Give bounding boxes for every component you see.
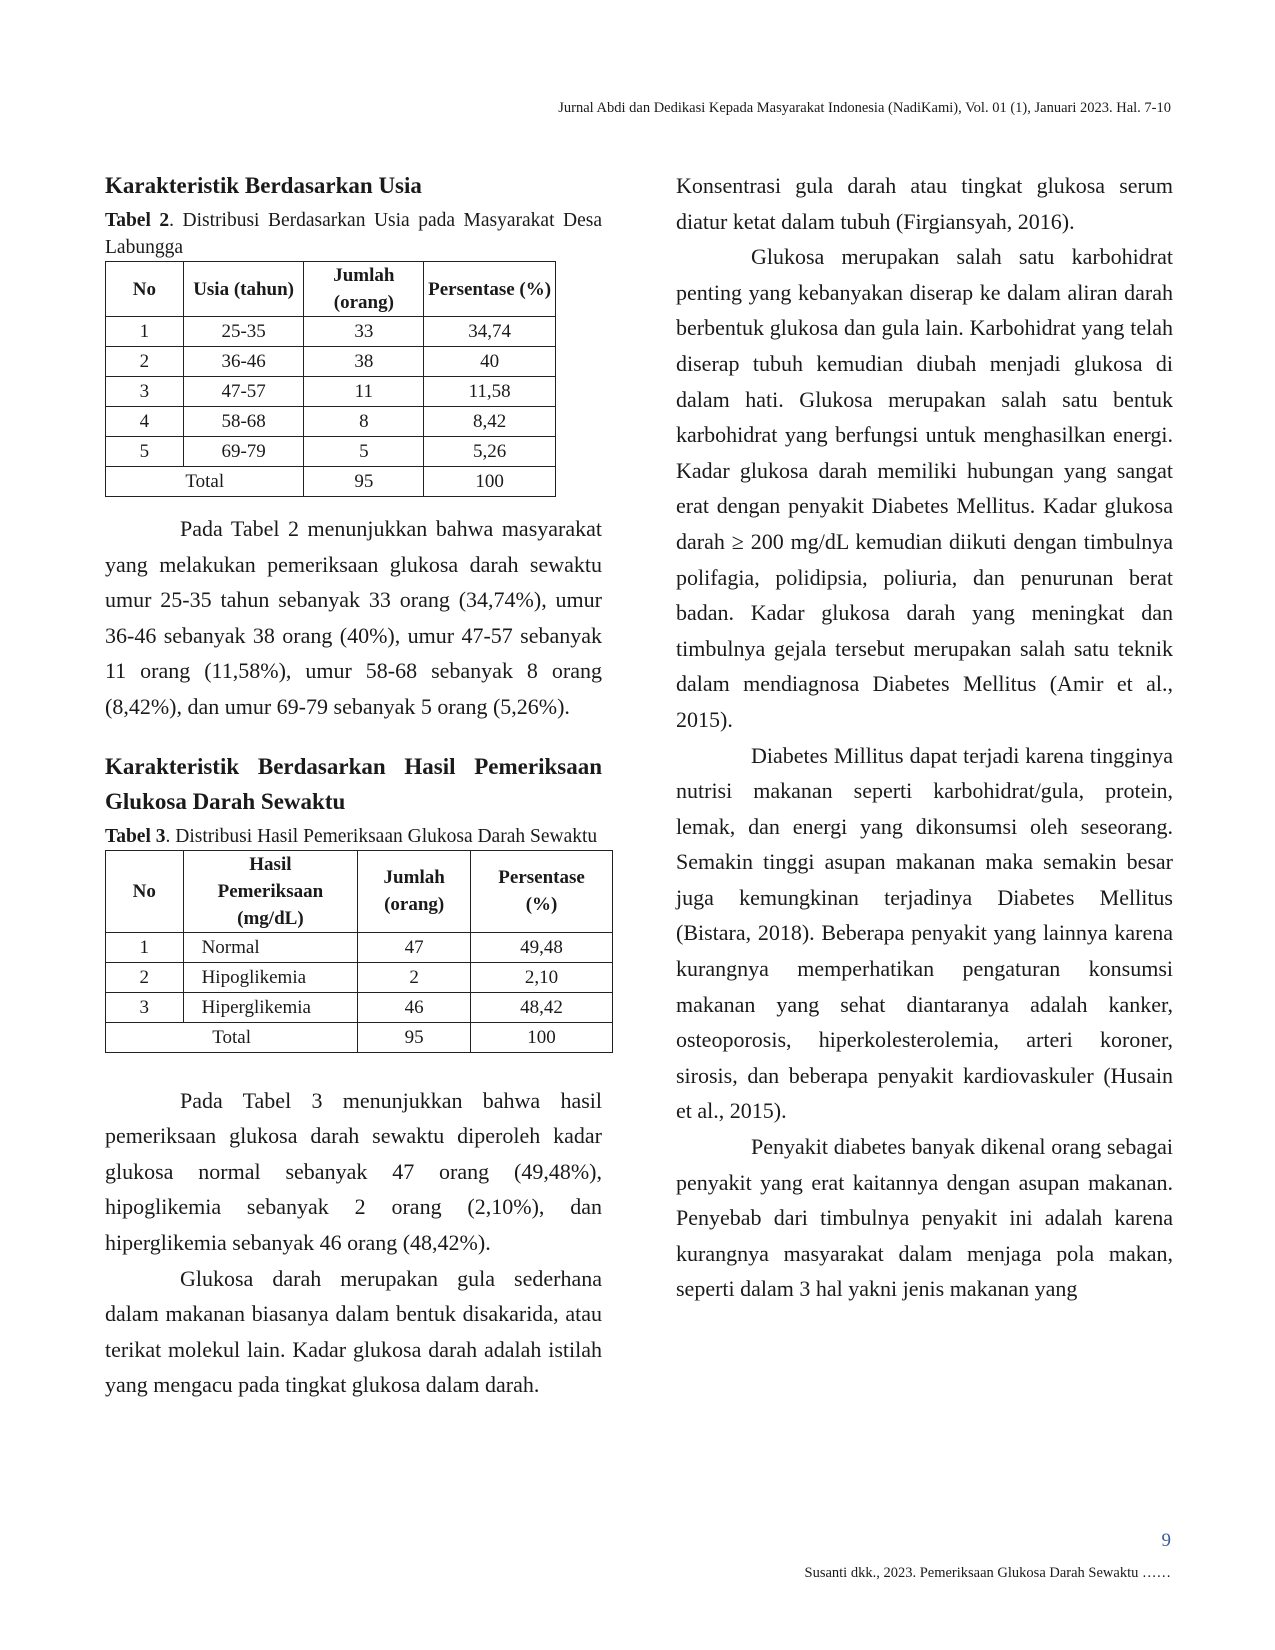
table-cell: 3 [106,377,184,407]
table-cell: 2 [106,347,184,377]
table-cell: 100 [471,1022,613,1052]
table-cell: Total [106,1022,358,1052]
table-cell: 49,48 [471,932,613,962]
table-row [106,437,556,467]
running-header: Jurnal Abdi dan Dedikasi Kepada Masyarakat Indonesia (NadiKami), Vol. 01 (1), Januari 2023. Hal. 7-10 [558,100,1171,116]
table2-header-row [106,262,556,317]
table-cell: Hiperglikemia [183,992,358,1022]
running-footer: Susanti dkk., 2023. Pemeriksaan Glukosa Darah Sewaktu …… [804,1565,1171,1581]
table-cell: Hipoglikemia [183,962,358,992]
table3-caption [105,823,602,850]
table3-total-row [106,1022,613,1052]
paragraph-table3-summary: Pada Tabel 3 menunjukkan bahwa hasil pemeriksaan glukosa darah sewaktu diperoleh kadar glukosa normal sebanyak 47 orang (49,48%), hipoglikemia sebanyak 2 orang (2,10%), dan hiperglikemia sebanyak 46 orang (48,42%). [105,1087,602,1255]
table-cell: 95 [358,1022,471,1052]
table-cell: 100 [424,467,556,497]
table2-header-jumlah: Jumlah (orang) [304,262,424,317]
table2-header-persentase: Persentase (%) [424,262,556,317]
table-cell: 5,26 [424,437,556,467]
table-row [106,407,556,437]
table3-header-no: No [106,850,184,932]
table2-header-no: No [106,262,184,317]
table-cell: 69-79 [183,437,304,467]
paragraph-glukosa-karbohidrat: Glukosa merupakan salah satu karbohidrat penting yang kebanyakan diserap ke dalam aliran darah berbentuk glukosa dan gula lain. Karbohidrat yang telah diserap tubuh kemudian diubah menjadi glukosa di dalam hati. Glukosa merupakan salah satu bentuk karbohidrat yang berfungsi untuk menghasilkan energi. Kadar glukosa darah memiliki hubungan yang sangat erat dengan penyakit Diabetes Mellitus. Kadar glukosa darah ≥ 200 mg/dL kemudian diikuti dengan timbulnya polifagia, polidipsia, poliuria, dan penurunan berat badan. Kadar glukosa darah yang meningkat dan timbulnya gejala tersebut merupakan salah satu teknik dalam mendiagnosa Diabetes Mellitus (Amir et al., 2015). [676,244,1173,732]
table2-caption-label: Tabel 2 [105,210,170,231]
table3-header-row [106,850,613,932]
table3-caption-text: . Distribusi Hasil Pemeriksaan Glukosa Darah Sewaktu [165,825,598,847]
table-cell: 25-35 [183,317,304,347]
table-cell: 48,42 [471,992,613,1022]
table-cell: 1 [106,932,184,962]
table-row [106,992,613,1022]
left-column [105,168,602,1403]
table-cell: 4 [106,407,184,437]
table-cell: 38 [304,347,424,377]
table-row [106,317,556,347]
section-heading-usia: Karakteristik Berdasarkan Usia [105,173,422,198]
table-cell: 2 [358,962,471,992]
paragraph-glukosa-darah: Glukosa darah merupakan gula sederhana dalam makanan biasanya dalam bentuk disakarida, atau terikat molekul lain. Kadar glukosa darah adalah istilah yang mengacu pada tingkat glukosa dalam darah. [105,1265,602,1398]
table-cell: 47 [358,932,471,962]
table-cell: 47-57 [183,377,304,407]
table-cell: 2 [106,962,184,992]
table-cell: Normal [183,932,358,962]
table-row [106,962,613,992]
table-cell: 95 [304,467,424,497]
table-cell: Total [106,467,304,497]
table-row [106,377,556,407]
table-cell: 40 [424,347,556,377]
table-cell: 8 [304,407,424,437]
table-cell: 5 [106,437,184,467]
table2-header-usia: Usia (tahun) [183,262,304,317]
table-row [106,347,556,377]
table-cell: 8,42 [424,407,556,437]
table-cell: 3 [106,992,184,1022]
table3-header-jumlah: Jumlah (orang) [358,850,471,932]
table2-total-row [106,467,556,497]
page-number: 9 [1161,1530,1171,1551]
table3-header-persentase: Persentase (%) [471,850,613,932]
table2-caption-text: . Distribusi Berdasarkan Usia pada Masyarakat Desa Labungga [105,210,602,258]
paragraph-diabetes-millitus: Diabetes Millitus dapat terjadi karena tingginya nutrisi makanan seperti karbohidrat/gula, protein, lemak, dan energi yang dikonsumsi oleh seseorang. Semakin tinggi asupan makanan maka semakin besar juga kemungkinan terjadinya Diabetes Mellitus (Bistara, 2018). Beberapa penyakit yang lainnya karena kurangnya memperhatikan pengaturan konsumsi makanan yang sehat diantaranya adalah kanker, osteoporosis, hiperkolesterolemia, arteri koroner, sirosis, dan beberapa penyakit kardiovaskuler (Husain et al., 2015). [676,742,1173,1124]
section-heading-glukosa: Karakteristik Berdasarkan Hasil Pemeriksaan Glukosa Darah Sewaktu [105,753,602,814]
paragraph-penyakit-diabetes: Penyakit diabetes banyak dikenal orang sebagai penyakit yang erat kaitannya dengan asupan makanan. Penyebab dari timbulnya penyakit ini adalah karena kurangnya masyarakat dalam menjaga pola makan, seperti dalam 3 hal yakni jenis makanan yang [676,1134,1173,1302]
table3-caption-label: Tabel 3 [105,825,166,847]
table-cell: 33 [304,317,424,347]
table-3 [105,850,613,1053]
table-cell: 34,74 [424,317,556,347]
table-cell: 46 [358,992,471,1022]
table2-caption [105,207,602,261]
table-cell: 1 [106,317,184,347]
table-row [106,932,613,962]
table3-header-hasil: Hasil Pemeriksaan (mg/dL) [183,850,358,932]
table-cell: 58-68 [183,407,304,437]
paragraph-konsentrasi: Konsentrasi gula darah atau tingkat glukosa serum diatur ketat dalam tubuh (Firgiansyah, 2016). [676,173,1173,234]
table-cell: 2,10 [471,962,613,992]
table-cell: 11 [304,377,424,407]
right-column [676,168,1173,1307]
table-cell: 11,58 [424,377,556,407]
table-2 [105,261,556,497]
table-cell: 36-46 [183,347,304,377]
table-cell: 5 [304,437,424,467]
paragraph-table2-summary: Pada Tabel 2 menunjukkan bahwa masyarakat yang melakukan pemeriksaan glukosa darah sewaktu umur 25-35 tahun sebanyak 33 orang (34,74%), umur 36-46 sebanyak 38 orang (40%), umur 47-57 sebanyak 11 orang (11,58%), umur 58-68 sebanyak 8 orang (8,42%), dan umur 69-79 sebanyak 5 orang (5,26%). [105,516,602,719]
